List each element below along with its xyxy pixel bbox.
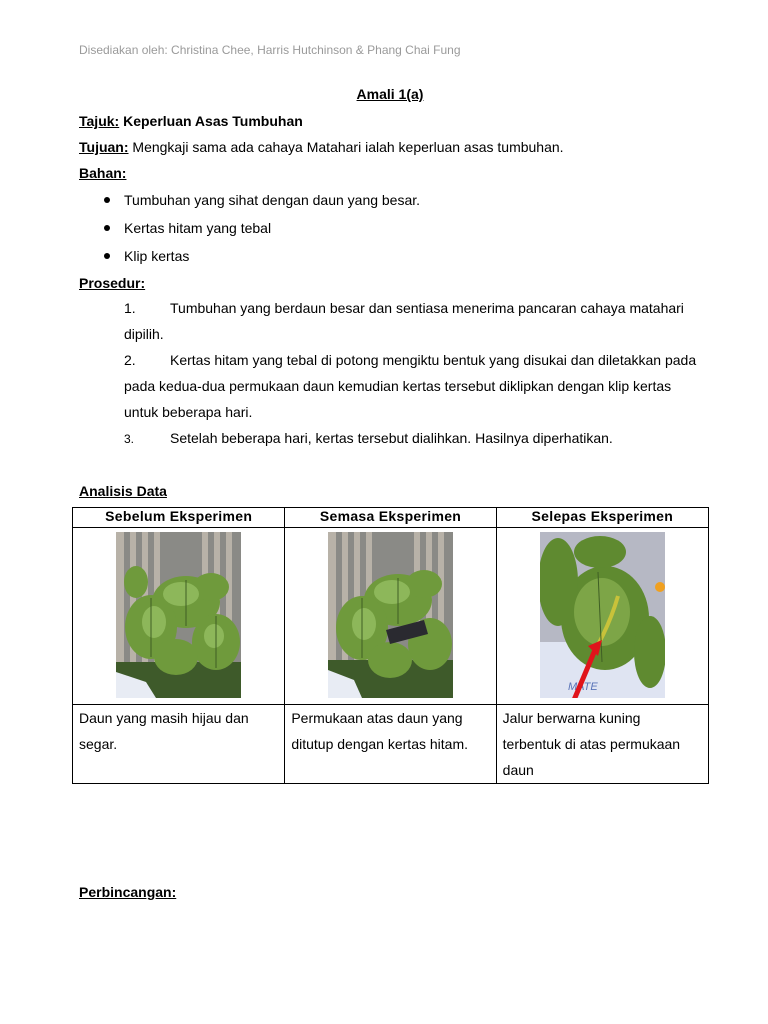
list-item: Kertas hitam yang tebal: [104, 218, 420, 246]
column-header: Selepas Eksperimen: [496, 508, 708, 528]
list-item: Klip kertas: [104, 246, 420, 274]
plant-photo-during: [328, 532, 453, 698]
step-number: 3.: [124, 432, 135, 446]
bahan-list: [104, 190, 420, 274]
header-note: Disediakan oleh: Christina Chee, Harris Hutchinson & Phang Chai Fung: [79, 43, 461, 57]
bahan-label: Bahan:: [79, 165, 127, 181]
observation-before: Daun yang masih hijau dan segar.: [73, 705, 285, 784]
page-title: Amali 1(a): [356, 86, 424, 102]
tajuk-label: Tajuk:: [79, 113, 120, 129]
sign-text: MATE: [567, 681, 598, 693]
analisis-label: Analisis Data: [79, 483, 167, 499]
column-header: Semasa Eksperimen: [285, 508, 496, 528]
step-text: Kertas hitam yang tebal di potong mengiktu bentuk yang disukai dan diletakkan pada pada kedua-dua permukaan daun kemudian kertas tersebut diklipkan dengan klip kertas untuk beberapa hari.: [124, 352, 697, 420]
step-text: Tumbuhan yang berdaun besar dan sentiasa menerima pancaran cahaya matahari dipilih.: [124, 300, 684, 342]
tujuan-label: Tujuan:: [79, 139, 129, 155]
plant-photo-before: [116, 532, 241, 698]
table-row: [73, 705, 709, 784]
photo-cell: [285, 528, 496, 705]
step-number: 2.: [124, 352, 136, 368]
tajuk-value: Keperluan Asas Tumbuhan: [123, 113, 303, 129]
procedure-step-2: [124, 347, 704, 425]
column-header: Sebelum Eksperimen: [73, 508, 285, 528]
tujuan-value: Mengkaji sama ada cahaya Matahari ialah keperluan asas tumbuhan.: [132, 139, 564, 155]
step-text: Setelah beberapa hari, kertas tersebut dialihkan. Hasilnya diperhatikan.: [170, 430, 613, 446]
photo-cell: [496, 528, 708, 705]
observation-during: Permukaan atas daun yang ditutup dengan kertas hitam.: [285, 705, 496, 784]
step-number: 1.: [124, 300, 136, 316]
tujuan-line: [79, 138, 564, 156]
plant-photo-after: [540, 532, 665, 698]
list-item: Tumbuhan yang sihat dengan daun yang besar.: [104, 190, 420, 218]
procedure-step-3: [124, 425, 704, 452]
perbincangan-label: Perbincangan:: [79, 884, 177, 900]
table-row-photos: [73, 528, 709, 705]
photo-cell: [73, 528, 285, 705]
analisis-table: [72, 507, 709, 784]
tajuk-line: [79, 112, 303, 130]
observation-after: Jalur berwarna kuning terbentuk di atas permukaan daun: [496, 705, 708, 784]
prosedur-label: Prosedur:: [79, 275, 146, 291]
table-header-row: [73, 508, 709, 528]
procedure-step-1: [124, 295, 704, 347]
